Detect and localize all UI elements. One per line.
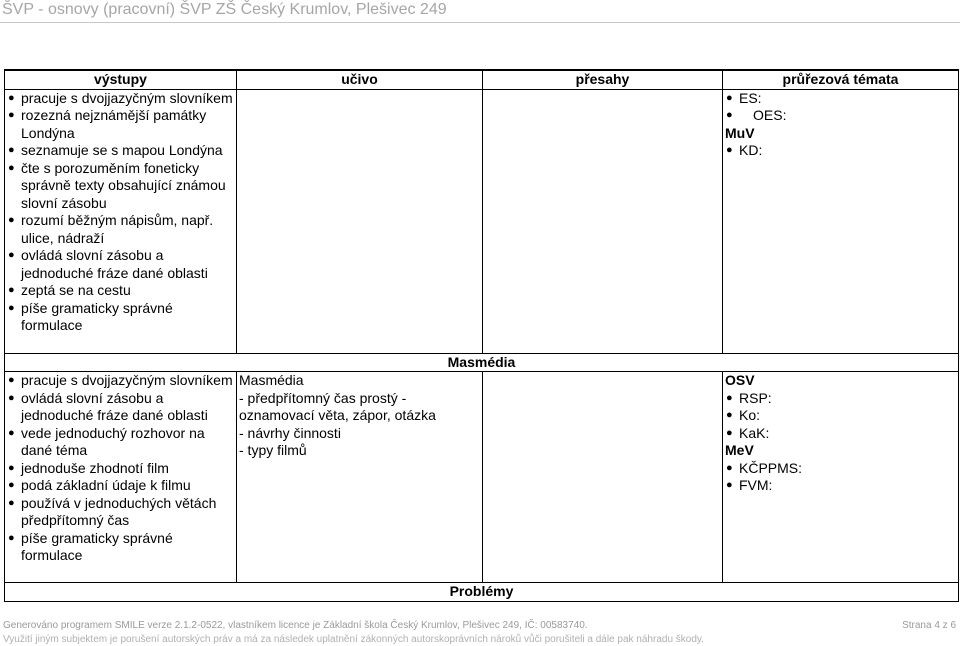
table-row [5,89,959,353]
themes-list [725,90,956,125]
content-line: oznamovací věta, zápor, otázka [239,407,436,423]
list-item: ● KČPPMS: [725,460,956,478]
document-title: ŠVP - osnovy (pracovní) ŠVP ZŠ Český Krumlov, Plešivec 249 [2,1,447,18]
content-line: Masmédia [239,372,304,388]
column-header-content: učivo [237,70,483,89]
document-footer [0,603,960,646]
list-item: ● píše gramaticky správné formulace [7,300,234,335]
list-item: ● jednoduše zhodnotí film [7,460,234,478]
list-item: ● KaK: [725,425,956,443]
theme-title: MuV [725,124,755,141]
list-item: ● používá v jednoduchých větách předpřítomný čas [7,495,234,530]
overlaps-cell [483,89,723,353]
list-item: ● ES: [725,90,956,108]
outputs-cell [5,372,237,583]
list-item: ● píše gramaticky správné formulace [7,530,234,565]
content-line: - návrhy činnosti [239,424,341,441]
list-item: ● FVM: [725,477,956,495]
themes-list [725,390,956,443]
list-item: ● pracuje s dvojjazyčným slovníkem [7,372,234,390]
page-number: Strana 4 z 6 [902,620,956,631]
section-row [5,353,959,372]
list-item: ● ovládá slovní zásobu a jednoduché fráze dané oblasti [7,247,234,282]
column-header-themes: průřezová témata [723,70,959,89]
list-item: ● vede jednoduchý rozhovor na dané téma [7,425,234,460]
outputs-cell [5,89,237,353]
content-cell [237,372,483,583]
list-item: ● Ko: [725,407,956,425]
outputs-list [7,90,234,335]
content-line: - typy filmů [239,442,307,458]
table-header-row [5,70,959,89]
table-row [5,372,959,583]
document-header [0,0,960,23]
content-cell [237,89,483,353]
column-header-overlaps: přesahy [483,70,723,89]
content-line: - předpřítomný čas prostý - [239,389,407,406]
list-item: ● čte s porozuměním foneticky správně texty obsahující známou slovní zásobu [7,160,234,213]
column-header-outputs: výstupy [5,70,237,89]
outputs-list [7,372,234,565]
list-item: ● OES: [725,107,956,125]
section-row [5,583,959,602]
list-item: ● KD: [725,142,956,160]
list-item: ● pracuje s dvojjazyčným slovníkem [7,90,234,108]
themes-cell [723,372,959,583]
list-item: ● rozumí běžným nápisům, např. ulice, nádraží [7,212,234,247]
section-title: Problémy [5,583,959,602]
list-item: ● rozezná nejznámější památky Londýna [7,107,234,142]
theme-title: OSV [725,372,755,388]
themes-list [725,460,956,495]
list-item: ● RSP: [725,390,956,408]
list-item: ● podá základní údaje k filmu [7,477,234,495]
section-title: Masmédia [5,353,959,372]
themes-cell [723,89,959,353]
curriculum-table [4,69,959,602]
list-item: ● zeptá se na cestu [7,282,234,300]
theme-title: MeV [725,442,754,458]
overlaps-cell [483,372,723,583]
themes-list [725,142,956,160]
footer-copyright-note: Využití jiným subjektem je porušení autorských práv a má za následek uplatnění zákonných autorskoprávních nároků vůči porušiteli a dále pak náhradu škody. [3,634,704,645]
footer-generator-note: Generováno programem SMILE verze 2.1.2-0522, vlastníkem licence je Základní škola Český Krumlov, Plešivec 249, IČ: 00583740. [3,620,588,631]
list-item: ● ovládá slovní zásobu a jednoduché fráze dané oblasti [7,390,234,425]
list-item: ● seznamuje se s mapou Londýna [7,142,234,160]
